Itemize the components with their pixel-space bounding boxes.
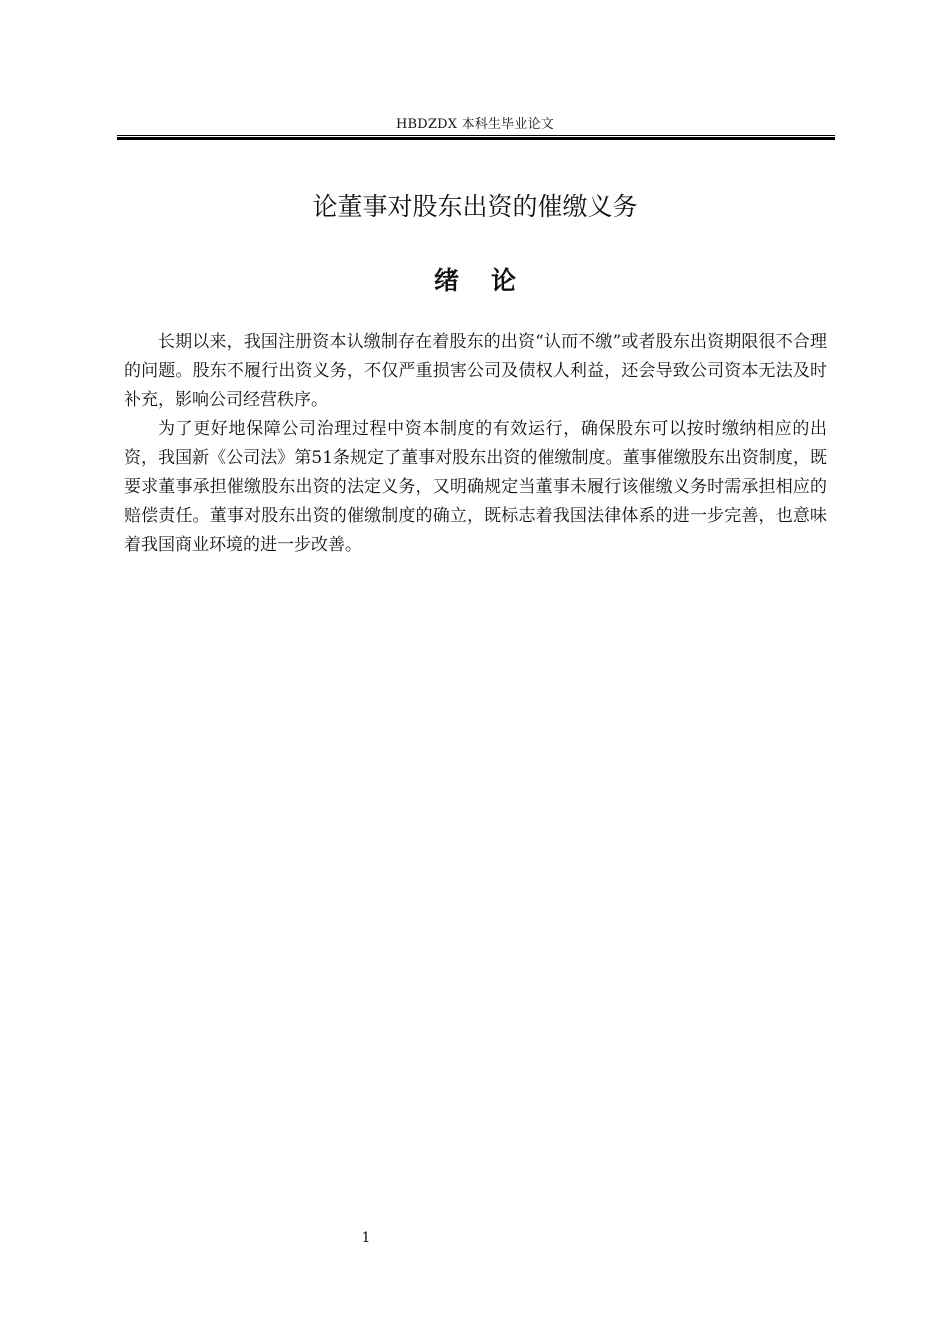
header-rule-thick <box>117 137 835 140</box>
paragraph: 为了更好地保障公司治理过程中资本制度的有效运行，确保股东可以按时缴纳相应的出资，我国新《公司法》第51条规定了董事对股东出资的催缴制度。董事催缴股东出资制度，既要求董事承担催缴股东出资的法定义务，又明确规定当董事未履行该催缴义务时需承担相应的赔偿责任。董事对股东出资的催缴制度的确立，既标志着我国法律体系的进一步完善，也意味着我国商业环境的进一步改善。 <box>124 419 827 555</box>
header-rule-thin <box>117 135 835 136</box>
thesis-title: 论董事对股东出资的催缴义务 <box>312 192 638 221</box>
section-heading: 绪论 <box>433 266 548 295</box>
page-number: 1 <box>361 1230 371 1246</box>
body-text <box>124 328 827 560</box>
running-header: HBDZDX 本科生毕业论文 <box>396 117 554 132</box>
paragraph: 长期以来，我国注册资本认缴制存在着股东的出资“认而不缴”或者股东出资期限很不合理的问题。股东不履行出资义务，不仅严重损害公司及债权人利益，还会导致公司资本无法及时补充，影响公司经营秩序。 <box>124 332 827 410</box>
